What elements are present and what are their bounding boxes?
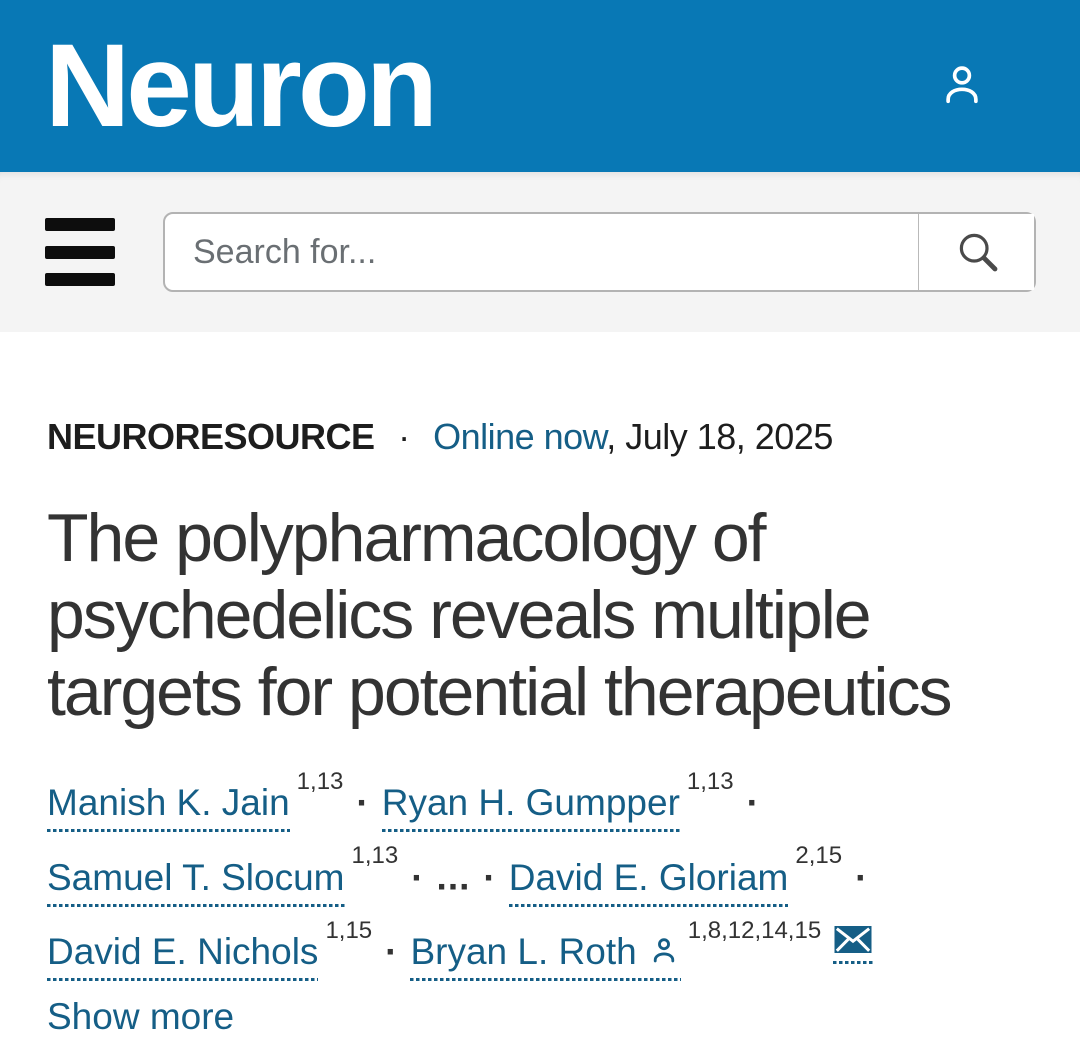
author-line <box>47 842 1035 899</box>
author-link-nichols[interactable]: David E. Nichols <box>47 931 318 981</box>
author-list <box>47 768 1035 1038</box>
author-link-roth[interactable]: Bryan L. Roth <box>410 931 680 981</box>
title-line: The polypharmacology of <box>47 500 765 576</box>
toolbar <box>0 172 1080 332</box>
show-more-link[interactable]: Show more <box>47 995 235 1037</box>
author-slocum <box>47 842 399 898</box>
author-line <box>47 916 1035 974</box>
author-link-gloriam[interactable]: David E. Gloriam <box>509 857 789 907</box>
author-roth <box>410 916 873 972</box>
affiliation-superscript: 1,13 <box>351 842 399 870</box>
author-gloriam <box>508 842 843 898</box>
account-button[interactable] <box>936 60 988 112</box>
author-line <box>47 768 1035 825</box>
affiliation-superscript: 1,15 <box>325 916 373 944</box>
menu-icon <box>45 218 115 231</box>
author-separator: · <box>855 856 868 898</box>
corresponding-author-email-button[interactable] <box>833 924 873 964</box>
author-nichols <box>47 916 373 972</box>
author-jain <box>47 768 344 824</box>
online-now-link[interactable]: Online now <box>433 416 607 457</box>
search-icon <box>953 227 1001 278</box>
author-separator: · <box>746 782 759 824</box>
affiliation-superscript: 1,13 <box>686 768 734 795</box>
show-more-row <box>47 996 1035 1038</box>
author-separator: · <box>356 782 369 824</box>
search-box <box>163 212 1036 292</box>
search-input[interactable] <box>165 214 918 290</box>
affiliation-superscript: 2,15 <box>795 842 843 870</box>
author-separator: · <box>483 856 496 898</box>
journal-logo[interactable]: Neuron <box>45 20 434 152</box>
search-button[interactable] <box>918 214 1034 290</box>
author-separator: · <box>385 930 398 972</box>
meta-separator: · <box>398 416 410 457</box>
email-icon <box>833 924 873 955</box>
authors-ellipsis: ... <box>436 856 471 898</box>
author-link-slocum[interactable]: Samuel T. Slocum <box>47 857 345 907</box>
article-type-label: NEURORESOURCE <box>47 416 375 457</box>
article-title <box>47 500 1035 731</box>
article-meta <box>47 416 1035 458</box>
masthead <box>0 0 1080 172</box>
affiliation-superscript: 1,13 <box>296 768 344 795</box>
person-icon <box>647 934 681 968</box>
author-separator: · <box>411 856 424 898</box>
publication-date: , July 18, 2025 <box>606 416 833 457</box>
hamburger-menu-button[interactable] <box>45 218 115 286</box>
author-link-jain[interactable]: Manish K. Jain <box>47 782 290 832</box>
author-gumpper <box>381 768 734 824</box>
account-icon <box>936 59 988 114</box>
title-line: targets for potential therapeutics <box>47 654 951 730</box>
affiliation-superscript: 1,8,12,14,15 <box>687 916 822 944</box>
author-link-gumpper[interactable]: Ryan H. Gumpper <box>382 782 680 832</box>
article-header <box>0 332 1080 1038</box>
title-line: psychedelics reveals multiple <box>47 577 870 653</box>
